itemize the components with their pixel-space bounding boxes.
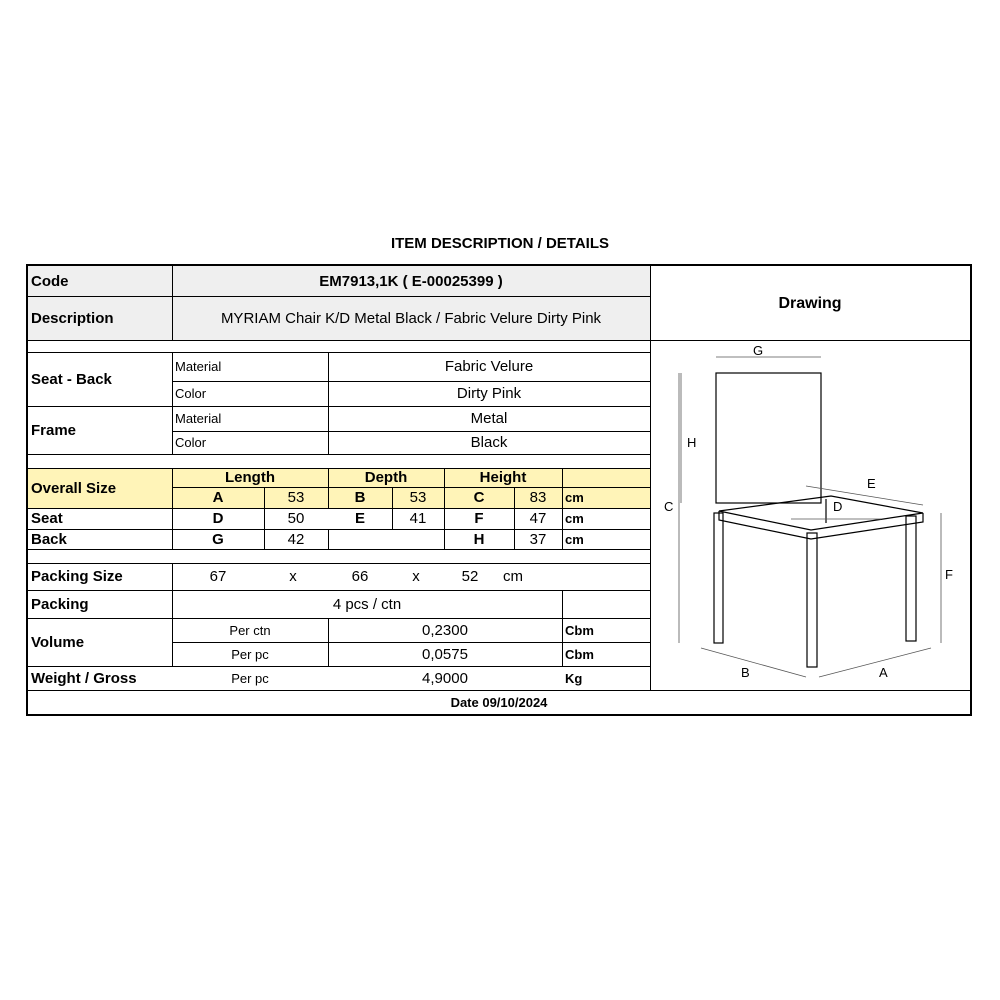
- seat-edge-shape: [719, 511, 923, 539]
- date-footer: Date 09/10/2024: [450, 694, 548, 710]
- packing-size-label: Packing Size: [31, 568, 123, 585]
- packing-width: 66: [351, 568, 369, 585]
- packing-height: 52: [461, 568, 479, 585]
- seat-back-material-label: Material: [175, 359, 222, 374]
- weight-per-pc: 4,9000: [422, 669, 468, 687]
- leg-front-right: [807, 533, 817, 667]
- volume-per-pc-unit: Cbm: [565, 646, 594, 662]
- volume-per-ctn-label: Per ctn: [229, 622, 271, 638]
- letter-g: G: [753, 343, 764, 358]
- col-line: [328, 529, 329, 549]
- weight-unit: Kg: [565, 670, 583, 686]
- letter-d: D: [833, 499, 843, 514]
- seat-back-color: Dirty Pink: [456, 385, 522, 402]
- code-label: Code: [31, 272, 69, 290]
- packing-label: Packing: [31, 595, 89, 613]
- dim-h-letter: H: [473, 530, 485, 548]
- weight-label: Weight / Gross: [31, 669, 137, 687]
- dim-b-line: [701, 648, 806, 677]
- seat-label: Seat: [31, 510, 63, 527]
- dim-h-value: 37: [529, 530, 547, 548]
- description-value: MYRIAM Chair K/D Metal Black / Fabric Velure Dirty Pink: [220, 309, 602, 327]
- dim-e-value: 41: [409, 510, 427, 527]
- sheet-title: ITEM DESCRIPTION / DETAILS: [390, 235, 610, 252]
- description-label: Description: [31, 309, 114, 327]
- height-header: Height: [479, 469, 527, 486]
- volume-label: Volume: [31, 633, 85, 651]
- row-line: [28, 340, 970, 341]
- drawing-label: Drawing: [778, 295, 842, 312]
- dim-e-letter: E: [354, 510, 365, 527]
- chair-drawing: [651, 343, 970, 688]
- frame-color-label: Color: [175, 435, 207, 450]
- leg-front-left: [714, 513, 723, 643]
- dim-a-letter: A: [212, 489, 224, 506]
- packing-value: 4 pcs / ctn: [332, 595, 402, 613]
- seat-back-material: Fabric Velure: [444, 358, 534, 375]
- seat-back-label: Seat - Back: [31, 370, 112, 388]
- letter-e: E: [867, 476, 876, 491]
- dim-g-value: 42: [287, 530, 305, 548]
- dim-f-value: 47: [529, 510, 547, 527]
- row-line: [28, 454, 650, 455]
- volume-per-ctn-unit: Cbm: [565, 622, 594, 638]
- letter-b: B: [741, 665, 750, 680]
- dim-g-letter: G: [212, 530, 224, 548]
- packing-size-unit: cm: [503, 568, 523, 585]
- volume-per-pc-label: Per pc: [231, 646, 269, 662]
- back-unit: cm: [565, 531, 584, 547]
- leg-back-right: [906, 516, 916, 641]
- frame-material: Metal: [470, 410, 508, 427]
- frame-material-label: Material: [175, 411, 222, 426]
- volume-per-pc: 0,0575: [422, 645, 468, 663]
- chair-svg: [651, 343, 970, 688]
- row-line: [28, 549, 650, 550]
- backrest-shape: [716, 373, 821, 503]
- dim-d-letter: D: [212, 510, 224, 527]
- letter-c: C: [664, 499, 674, 514]
- letter-a: A: [879, 665, 888, 680]
- packing-x-1: x: [289, 568, 297, 585]
- packing-x-2: x: [412, 568, 420, 585]
- weight-per-pc-label: Per pc: [231, 670, 269, 686]
- code-value: EM7913,1K ( E-00025399 ): [319, 272, 503, 290]
- dim-d-value: 50: [287, 510, 305, 527]
- seat-back-color-label: Color: [175, 386, 207, 401]
- dim-b-letter: B: [354, 489, 366, 506]
- frame-label: Frame: [31, 421, 77, 439]
- volume-per-ctn: 0,2300: [422, 621, 468, 639]
- frame-color: Black: [470, 434, 508, 451]
- seat-unit: cm: [565, 511, 584, 526]
- overall-unit: cm: [565, 490, 584, 505]
- dim-a-line: [819, 648, 931, 677]
- length-header: Length: [225, 469, 275, 486]
- dim-c-letter: C: [473, 489, 485, 506]
- dim-f-letter: F: [474, 510, 484, 527]
- dim-c-value: 83: [529, 489, 547, 506]
- depth-header: Depth: [364, 469, 408, 486]
- back-label: Back: [31, 530, 67, 548]
- letter-h: H: [687, 435, 697, 450]
- dim-a-value: 53: [287, 489, 305, 506]
- dim-b-value: 53: [409, 489, 427, 506]
- overall-size-label: Overall Size: [31, 479, 117, 497]
- letter-f: F: [945, 567, 953, 582]
- packing-length: 67: [209, 568, 227, 585]
